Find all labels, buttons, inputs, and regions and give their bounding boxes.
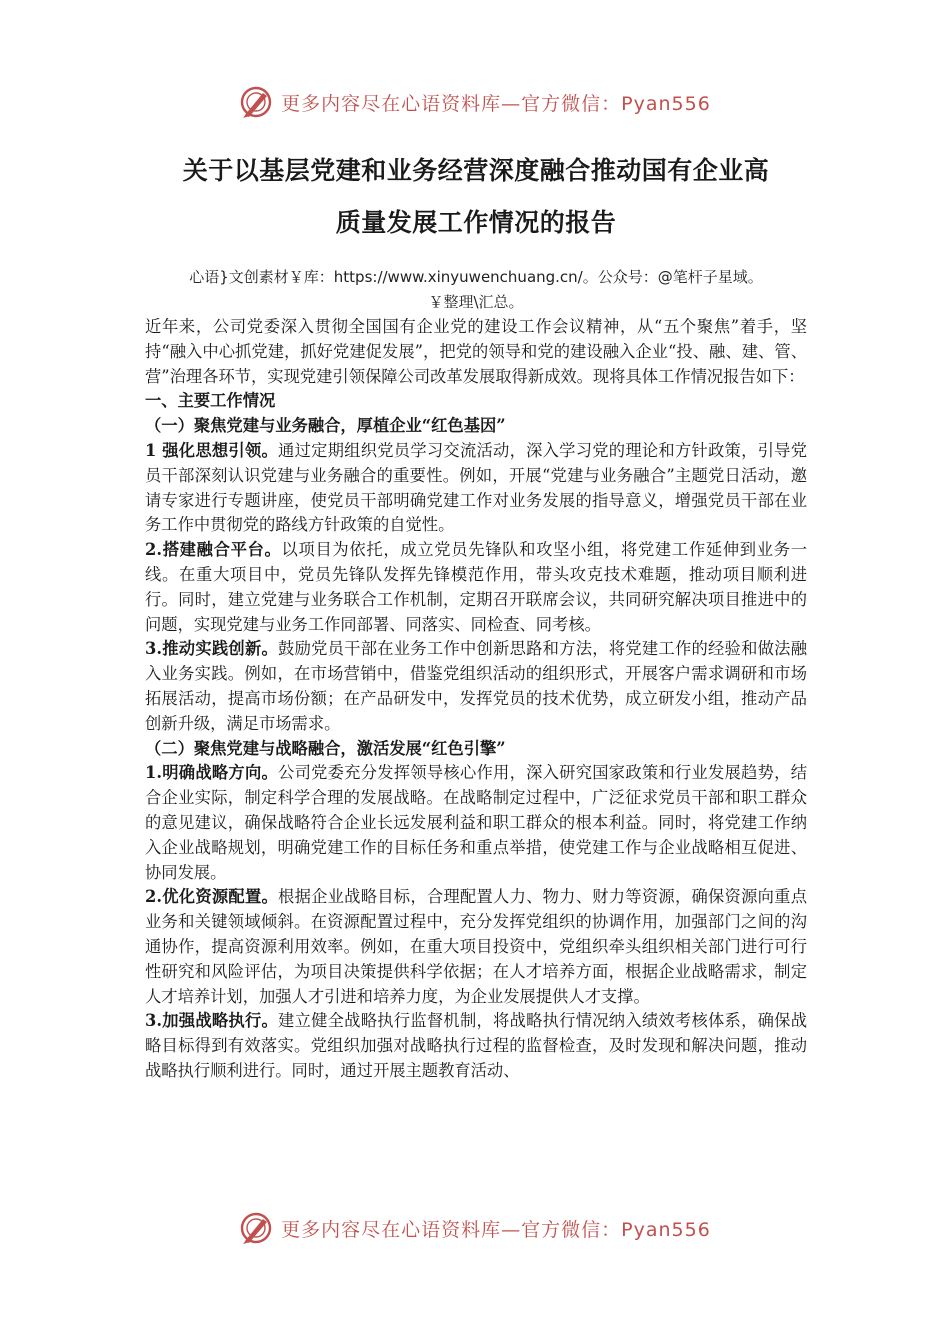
subsection-heading-1: （一）聚焦党建与业务融合，厚植企业“红色基因” — [145, 416, 506, 436]
source-line-1: 心语}文创素材￥库：https://www.xinyuwenchuang.cn/。公众号：@笔杆子星域。 — [189, 268, 763, 286]
paragraph-lead: 1.明确战略方向。 — [145, 763, 279, 783]
paragraph-text: 公司党委充分发挥领导核心作用，深入研究国家政策和行业发展趋势，结合企业实际，制定科学合理的发展战略。在战略制定过程中，广泛征求党员干部和职工群众的意见建议，确保战略符合企业长远发展利益和职工群众的根本利益。同时，将党建工作纳入企业战略规划，明确党建工作的目标任务和重点举措，使党建工作与企业战略相互促进、协同发展。 — [145, 763, 807, 882]
paragraph-text: 建立健全战略执行监督机制，将战略执行情况纳入绩效考核体系，确保战略目标得到有效落实。党组织加强对战略执行过程的监督检查，及时发现和解决问题，推动战略执行顺利进行。同时，通过开展主题教育活动、 — [145, 1011, 807, 1080]
pen-logo-icon — [239, 1211, 273, 1245]
source-line-2: ￥整理\汇总。 — [428, 293, 524, 311]
section-heading: 一、主要工作情况 — [145, 391, 276, 411]
footer-banner — [0, 1208, 950, 1248]
source-note — [145, 265, 807, 315]
title-line-1: 关于以基层党建和业务经营深度融合推动国有企业高 — [182, 156, 770, 185]
paragraph — [145, 885, 807, 1009]
paragraph — [145, 637, 807, 736]
intro-paragraph: 近年来，公司党委深入贯彻全国国有企业党的建设工作会议精神，从“五个聚焦”着手，坚持“融入中心抓党建，抓好党建促发展”，把党的领导和党的建设融入企业“投、融、建、管、营”治理各环节，实现党建引领保障公司改革发展取得新成效。现将具体工作情况报告如下： — [145, 317, 807, 386]
subsection-heading-2: （二）聚焦党建与战略融合，激活发展“红色引擎” — [145, 738, 506, 758]
paragraph — [145, 439, 807, 538]
paragraph-lead: 3.推动实践创新。 — [145, 639, 279, 659]
paragraph-lead: 3.加强战略执行。 — [145, 1011, 279, 1031]
banner-text — [281, 1215, 711, 1242]
paragraph — [145, 761, 807, 885]
paragraph-lead: 2.搭建融合平台。 — [145, 540, 282, 560]
paragraph-lead: 2.优化资源配置。 — [145, 887, 279, 907]
header-banner — [0, 82, 950, 122]
paragraph-text: 根据企业战略目标，合理配置人力、物力、财力等资源，确保资源向重点业务和关键领域倾斜。在资源配置过程中，充分发挥党组织的协调作用，加强部门之间的沟通协作，提高资源利用效率。例如，在重大项目投资中，党组织牵头组织相关部门进行可行性研究和风险评估，为项目决策提供科学依据；在人才培养方面，根据企业战略需求，制定人才培养计划，加强人才引进和培养力度，为企业发展提供人才支撑。 — [145, 887, 807, 1006]
wechat-id: Pyan556 — [621, 92, 711, 115]
title-line-2: 质量发展工作情况的报告 — [335, 208, 617, 237]
document-page — [145, 145, 807, 1084]
paragraph-lead: 1 强化思想引领。 — [145, 440, 279, 460]
paragraph-text: 鼓励党员干部在业务工作中创新思路和方法，将党建工作的经验和做法融入业务实践。例如，在市场营销中，借鉴党组织活动的组织形式，开展客户需求调研和市场拓展活动，提高市场份额；在产品研发中，发挥党员的技术优势，成立研发小组，推动产品创新升级，满足市场需求。 — [145, 639, 807, 733]
banner-text — [281, 89, 711, 116]
paragraph-text: 通过定期组织党员学习交流活动，深入学习党的理论和方针政策，引导党员干部深刻认识党建与业务融合的重要性。例如，开展“党建与业务融合”主题党日活动，邀请专家进行专题讲座，使党员干部明确党建工作对业务发展的指导意义，增强党员干部在业务工作中贯彻党的路线方针政策的自觉性。 — [145, 440, 807, 535]
pen-logo-icon — [239, 85, 273, 119]
wechat-id: Pyan556 — [621, 1218, 711, 1241]
banner-slogan: 更多内容尽在心语资料库—官方微信： — [281, 92, 622, 115]
paragraph-text: 以项目为依托，成立党员先锋队和攻坚小组，将党建工作延伸到业务一线。在重大项目中，党员先锋队发挥先锋模范作用，带头攻克技术难题，推动项目顺利进行。同时，建立党建与业务联合工作机制，定期召开联席会议，共同研究解决项目推进中的问题，实现党建与业务工作同部署、同落实、同检查、同考核。 — [145, 540, 807, 634]
paragraph — [145, 1009, 807, 1083]
paragraph — [145, 538, 807, 637]
document-title — [145, 145, 807, 249]
banner-slogan: 更多内容尽在心语资料库—官方微信： — [281, 1218, 622, 1241]
